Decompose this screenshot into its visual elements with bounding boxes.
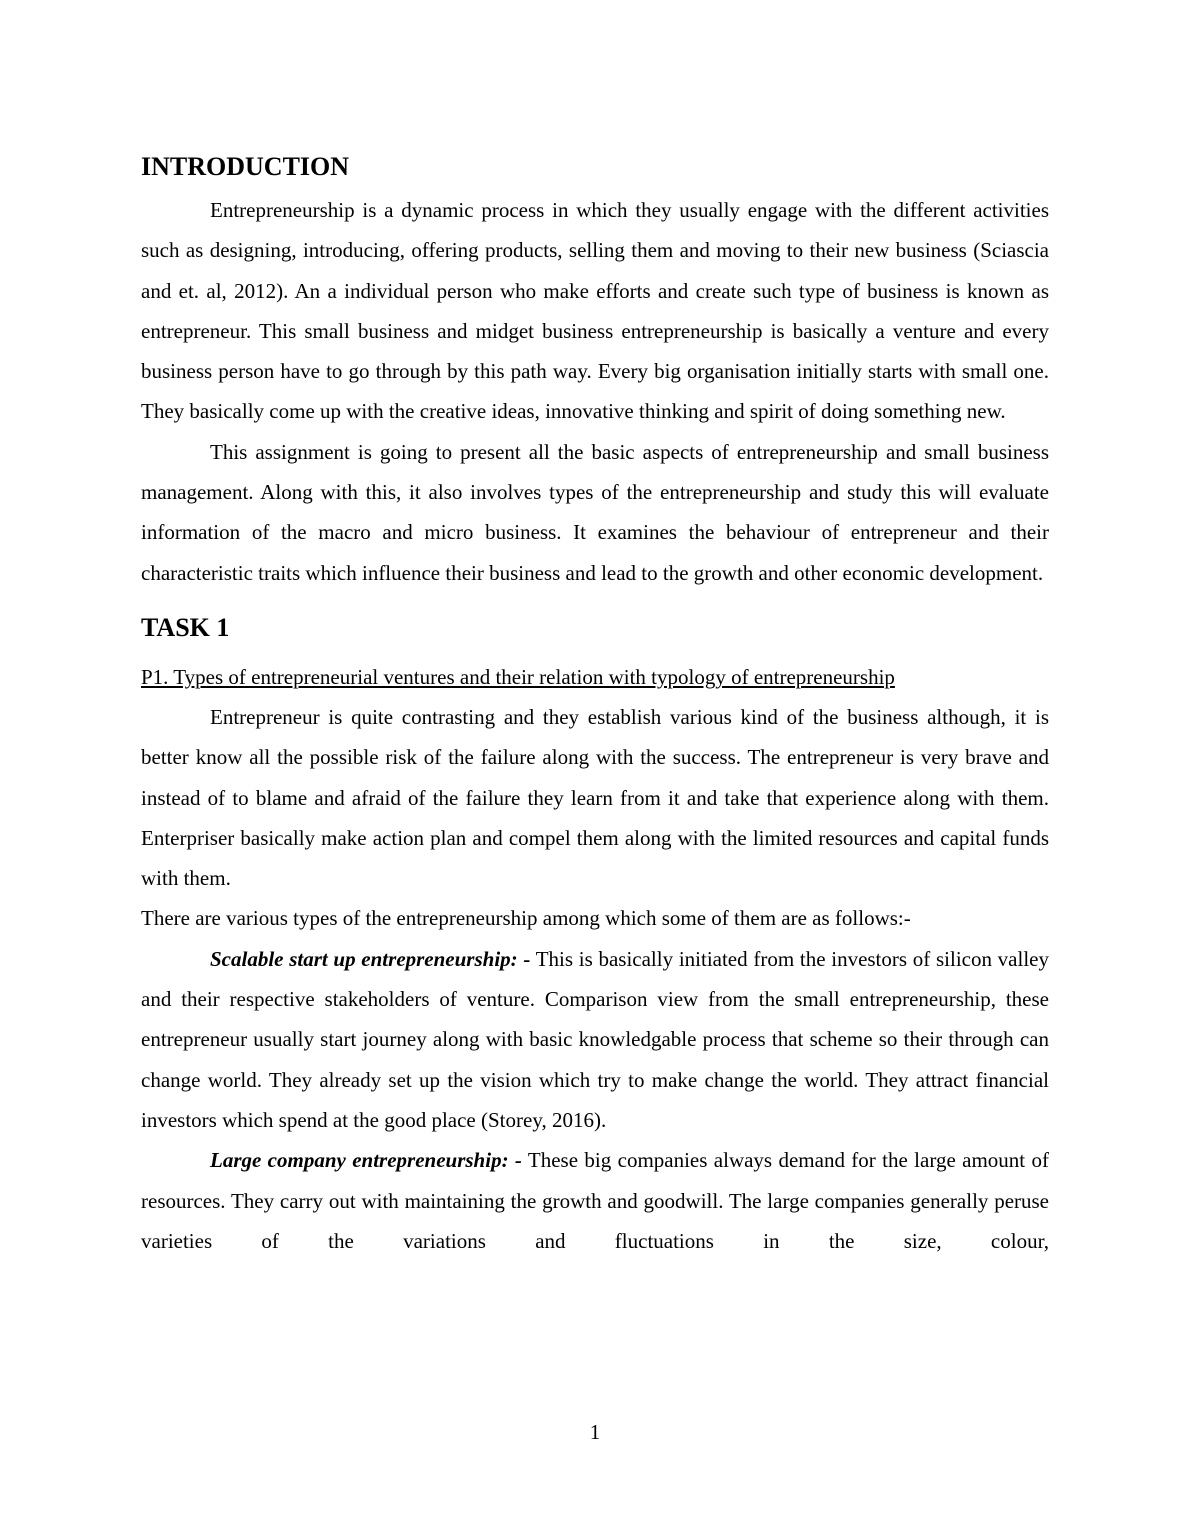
task1-types-intro: There are various types of the entrepreneurship among which some of them are as follows:-: [141, 906, 911, 931]
introduction-heading: INTRODUCTION: [141, 152, 350, 181]
type-large-company-text: These big companies always demand for the large amount of resources. They carry out with maintaining the growth and goodwill. The large companies generally peruse varieties of the variations and fluctuations in the size, colour,: [141, 1148, 1049, 1253]
type-large-company: [141, 1140, 1049, 1261]
introduction-paragraph-2: This assignment is going to present all the basic aspects of entrepreneurship and small business management. Along with this, it also involves types of the entrepreneurship and study this will evaluate information of the macro and micro business. It examines the behaviour of entrepreneur and their characteristic traits which influence their business and lead to the growth and other economic development.: [141, 439, 1049, 585]
page-number: 1: [589, 1420, 601, 1444]
introduction-paragraph-1: Entrepreneurship is a dynamic process in which they usually engage with the different activities such as designing, introducing, offering products, selling them and moving to their new business (Sciascia and et. al, 2012). An a individual person who make efforts and create such type of business is known as entrepreneur. This small business and midget business entrepreneurship is basically a venture and every business person have to go through by this path way. Every big organisation initially starts with small one. They basically come up with the creative ideas, innovative thinking and spirit of doing something new.: [141, 198, 1049, 424]
task1-subheading: P1. Types of entrepreneurial ventures and their relation with typology of entrepreneurship: [141, 664, 895, 689]
task1-heading: TASK 1: [141, 612, 230, 642]
type-scalable-startup-title: Scalable start up entrepreneurship: -: [210, 946, 531, 971]
type-scalable-startup-text: This is basically initiated from the investors of silicon valley and their respective stakeholders of venture. Comparison view from the small entrepreneurship, these entrepreneur usually start journey along with basic knowledgable process that scheme so their through can change world. They already set up the vision which try to make change the world. They attract financial investors which spend at the good place (Storey, 2016).: [141, 946, 1049, 1132]
document-page: [141, 150, 1049, 1261]
task1-paragraph-1: Entrepreneur is quite contrasting and they establish various kind of the business although, it is better know all the possible risk of the failure along with the success. The entrepreneur is very brave and instead of to blame and afraid of the failure they learn from it and take that experience along with them. Enterpriser basically make action plan and compel them along with the limited resources and capital funds with them.: [141, 704, 1049, 891]
type-large-company-title: Large company entrepreneurship: -: [210, 1148, 522, 1173]
type-scalable-startup: [141, 939, 1049, 1140]
